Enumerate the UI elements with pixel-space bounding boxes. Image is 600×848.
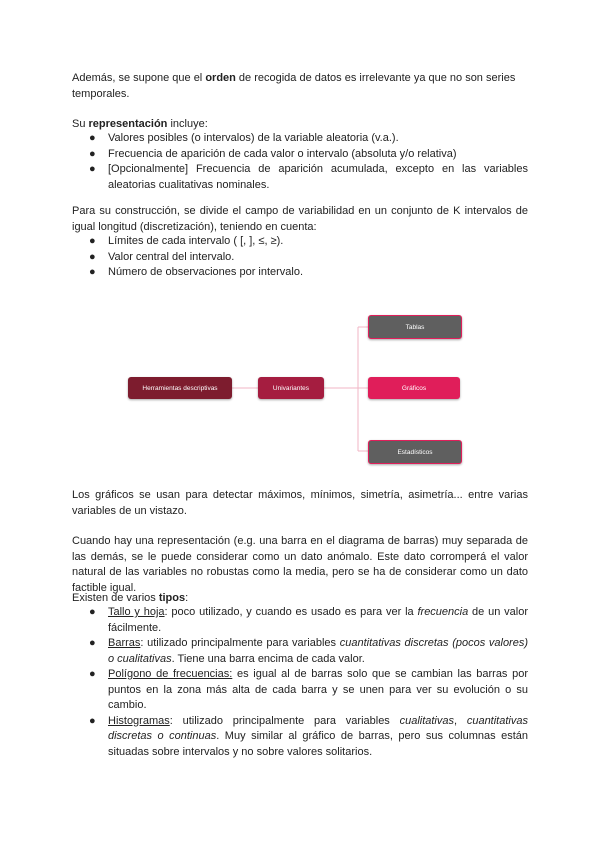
- construction-list: [72, 234, 528, 281]
- node-herramientas-descriptivas: Herramientas descriptivas: [128, 377, 232, 399]
- list-item: ● Límites de cada intervalo ( [, ], ≤, ≥).: [72, 234, 528, 250]
- construction-paragraph: Para su construcción, se divide el campo de variabilidad en un conjunto de K intervalos de igual longitud (discretización), teniendo en cuenta:: [72, 205, 528, 233]
- bullet-icon: ●: [89, 637, 96, 649]
- graphs-use-paragraph: Los gráficos se usan para detectar máximos, mínimos, simetría, asimetría... entre varias variables de un vistazo.: [72, 489, 528, 517]
- bullet-icon: ●: [89, 668, 96, 680]
- bullet-icon: ●: [89, 147, 96, 160]
- outlier-paragraph: Cuando hay una representación (e.g. una barra en el diagrama de barras) muy separada de las demás, se le puede considerar como un dato anómalo. Este dato corromperá el valor natural de las variables no robustas como la media, pero se ha de considerar como un dato factible igual.: [72, 535, 528, 594]
- intro-bold: orden: [205, 72, 236, 84]
- bullet-icon: ●: [89, 606, 96, 618]
- node-graficos: Gráficos: [368, 377, 460, 399]
- list-item-tallo: ● Tallo y hoja: poco utilizado, y cuando es usado es para ver la frecuencia de un valor fácilmente.: [89, 606, 528, 634]
- node-estadisticos: Estadísticos: [368, 440, 462, 464]
- types-list: [72, 605, 528, 760]
- bullet-icon: ●: [89, 266, 96, 278]
- representation-list: [72, 131, 528, 193]
- bullet-icon: ●: [89, 714, 96, 727]
- types-bold: tipos: [158, 592, 186, 604]
- bullet-icon: ●: [89, 163, 96, 175]
- bullet-icon: ●: [89, 250, 96, 263]
- types-intro: Existen de varios tipos:: [72, 592, 189, 604]
- list-item: ● Frecuencia de aparición de cada valor o intervalo (absoluta y/o relativa): [72, 147, 528, 163]
- list-item-poligono: ● Polígono de frecuencias: es igual al de barras solo que se cambian las barras por puntos en la zona más alta de cada barra y se unen para ver su evolución o su cambio.: [89, 668, 528, 711]
- intro-paragraph: Además, se supone que el orden de recogida de datos es irrelevante ya que no son series temporales.: [72, 72, 516, 100]
- list-item-histogramas: ● Histogramas: utilizado principalmente para variables cualitativas, cuantitativas discretas o continuas. Muy similar al gráfico de barras, pero sus columnas están situadas sobre intervalos y no sobre valores solitarios.: [89, 714, 529, 758]
- node-univariantes: Univariantes: [258, 377, 324, 399]
- representation-intro: Su representación incluye:: [72, 118, 208, 130]
- list-item: ● Valor central del intervalo.: [72, 250, 528, 266]
- node-tablas: Tablas: [368, 315, 462, 339]
- bullet-icon: ●: [89, 132, 96, 144]
- bullet-icon: ●: [89, 235, 96, 247]
- list-item: ● [Opcionalmente] Frecuencia de aparición acumulada, excepto en las variables aleatorias cualitativas nominales.: [89, 163, 528, 191]
- list-item-barras: ● Barras: utilizado principalmente para variables cuantitativas discretas (pocos valores) o cualitativas. Tiene una barra encima de cada valor.: [89, 637, 529, 665]
- list-item: ● Número de observaciones por intervalo.: [72, 265, 528, 281]
- list-item: ● Valores posibles (o intervalos) de la variable aleatoria (v.a.).: [72, 131, 528, 147]
- representation-bold: representación: [88, 118, 168, 130]
